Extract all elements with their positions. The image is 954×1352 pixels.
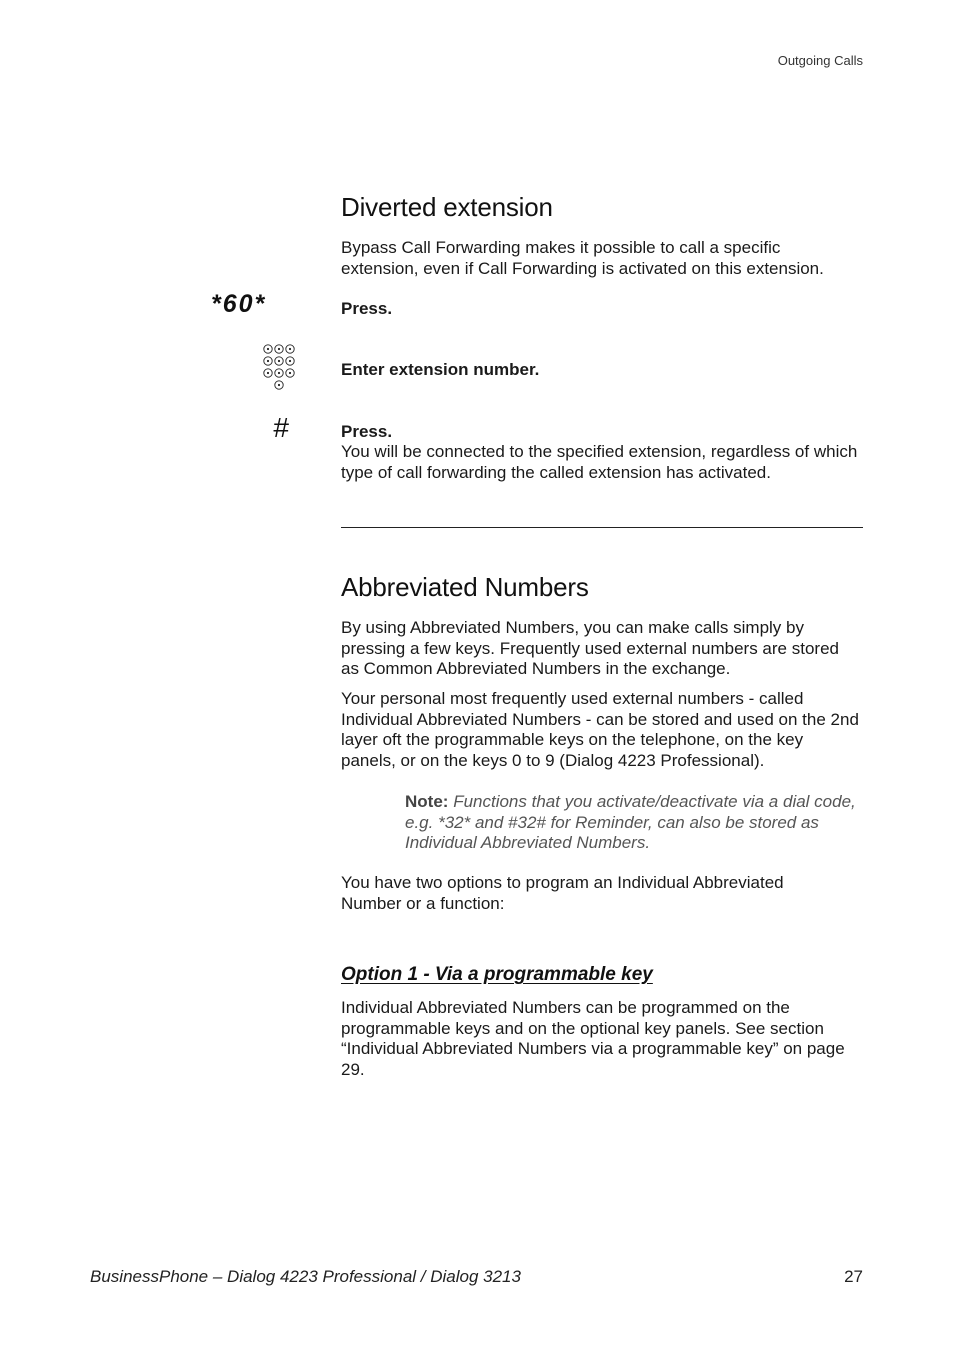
diverted-intro: Bypass Call Forwarding makes it possible to call a specific extension, even if Call Forwarding is activated on this extension. <box>341 238 824 278</box>
option-1-text: Individual Abbreviated Numbers can be programmed on the programmable keys and on the optional key panels. See section “Individual Abbreviated Numbers via a programmable key” on page 29. <box>341 998 845 1079</box>
section-title-diverted: Diverted extension <box>341 192 553 222</box>
abbreviated-para-3: You have two options to program an Individual Abbreviated Number or a function: <box>341 873 784 913</box>
running-header: Outgoing Calls <box>777 53 863 68</box>
step-2-label: Enter extension number. <box>341 360 540 379</box>
footer-title: BusinessPhone – Dialog 4223 Professional / Dialog 3213 <box>90 1267 521 1286</box>
step-1-label: Press. <box>341 299 393 318</box>
option-1-heading: Option 1 - Via a programmable key <box>341 964 653 985</box>
note-text: Functions that you activate/deactivate via a dial code, e.g. *32* and #32# for Reminder, can also be stored as Individual Abbreviated Numbers. <box>405 792 856 852</box>
hash-key-icon: # <box>273 412 289 443</box>
section-divider <box>341 527 863 528</box>
dial-code-icon: *60* <box>211 290 267 318</box>
page-number: 27 <box>844 1267 863 1286</box>
note-block <box>405 792 863 854</box>
note-label: Note: <box>405 792 449 811</box>
abbreviated-para-2: Your personal most frequently used external numbers - called Individual Abbreviated Numbers - can be stored and used on the 2nd layer oft the programmable keys on the telephone, on the key panels, or on the keys 0 to 9 (Dialog 4223 Professional). <box>341 689 859 770</box>
step-3-label: Press. <box>341 422 393 441</box>
section-title-abbreviated: Abbreviated Numbers <box>341 572 589 602</box>
keypad-icon <box>260 342 298 394</box>
abbreviated-para-1: By using Abbreviated Numbers, you can make calls simply by pressing a few keys. Frequently used external numbers are stored as Common Abbreviated Numbers in the exchange. <box>341 618 839 678</box>
step-3-detail: You will be connected to the specified extension, regardless of which type of call forwarding the called extension has activated. <box>341 442 858 482</box>
